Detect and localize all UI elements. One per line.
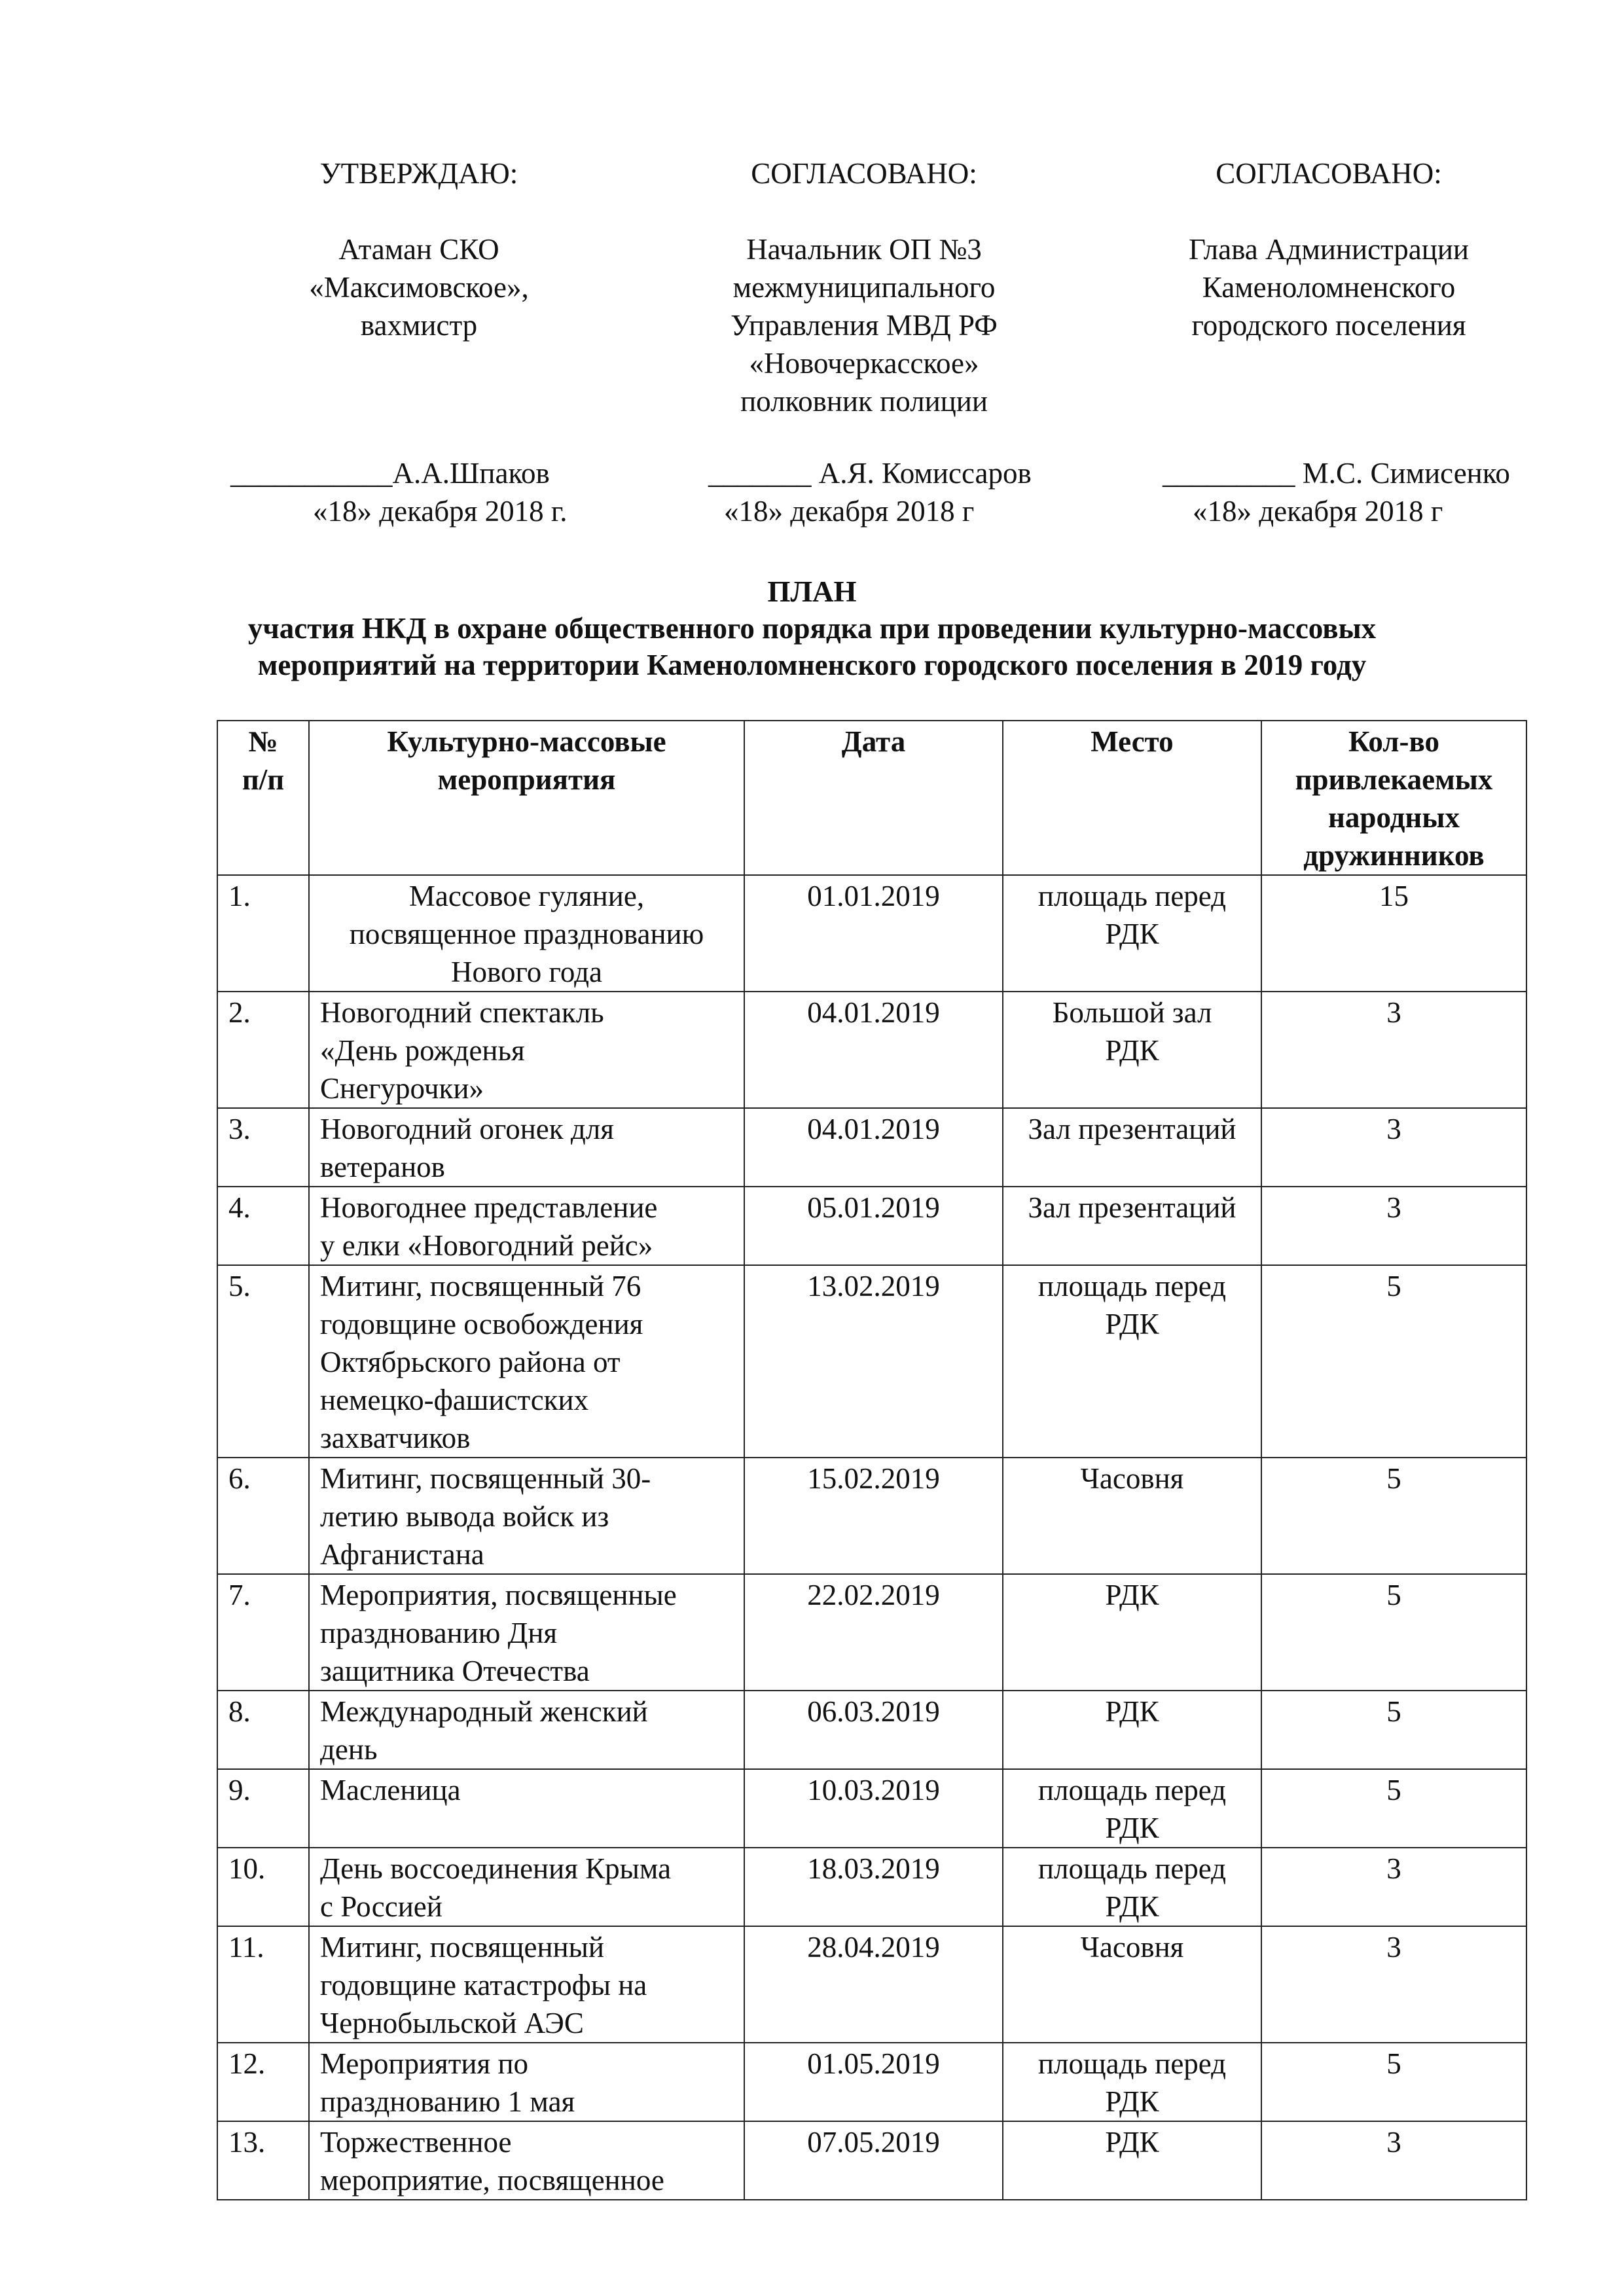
cell-event-line: Новогодний огонек для xyxy=(320,1113,614,1145)
cell-date: 06.03.2019 xyxy=(744,1691,1003,1769)
cell-date: 07.05.2019 xyxy=(744,2121,1003,2200)
agree2-line: городского поселения xyxy=(1191,309,1466,342)
cell-place-line: РДК xyxy=(1105,1579,1159,1611)
cell-count: 3 xyxy=(1261,1187,1526,1265)
agree2-heading: СОГЛАСОВАНО: xyxy=(1216,157,1442,190)
agree1-block xyxy=(694,154,1034,420)
cell-event-line: годовщине катастрофы на xyxy=(320,1969,647,2001)
cell-date: 22.02.2019 xyxy=(744,1574,1003,1691)
cell-num: 10. xyxy=(217,1848,309,1926)
approve-line: вахмистр xyxy=(360,309,478,342)
cell-event-line: ветеранов xyxy=(320,1151,445,1183)
cell-num: 9. xyxy=(217,1769,309,1848)
cell-count: 3 xyxy=(1261,992,1526,1108)
cell-count: 5 xyxy=(1261,1458,1526,1574)
agree1-line: Начальник ОП №3 xyxy=(746,233,982,266)
cell-event-line: Афганистана xyxy=(320,1538,484,1571)
cell-count: 3 xyxy=(1261,1848,1526,1926)
header-count-line: дружинников xyxy=(1303,839,1485,872)
cell-event xyxy=(309,2121,744,2200)
cell-event-line: Чернобыльской АЭС xyxy=(320,2007,584,2039)
approve-line: «Максимовское», xyxy=(309,271,529,304)
cell-event-line: Международный женский xyxy=(320,1695,648,1728)
agree1-line: межмуниципального xyxy=(732,271,996,304)
title-main: ПЛАН xyxy=(767,575,857,608)
header-count-line: привлекаемых xyxy=(1295,763,1493,796)
agree2-block xyxy=(1139,154,1519,344)
cell-event xyxy=(309,1926,744,2043)
agree1-heading: СОГЛАСОВАНО: xyxy=(751,157,977,190)
approve-date: «18» декабря 2018 г. xyxy=(313,495,568,528)
cell-num: 4. xyxy=(217,1187,309,1265)
cell-date: 04.01.2019 xyxy=(744,1108,1003,1187)
table-header-row xyxy=(217,721,1526,875)
cell-event-line: день xyxy=(320,1733,378,1766)
cell-event-line: «День рожденья xyxy=(320,1034,525,1067)
header-date-line: Дата xyxy=(841,725,906,758)
cell-event-line: немецко-фашистских xyxy=(320,1384,589,1416)
cell-event xyxy=(309,1769,744,1848)
cell-count: 3 xyxy=(1261,2121,1526,2200)
document-title xyxy=(0,573,1624,683)
cell-place-line: площадь перед xyxy=(1038,2047,1227,2080)
cell-place-line: РДК xyxy=(1105,2126,1159,2159)
table-row xyxy=(217,1848,1526,1926)
header-date xyxy=(744,721,1003,875)
table-row xyxy=(217,1691,1526,1769)
cell-event-line: Нового года xyxy=(451,956,602,988)
cell-place-line: РДК xyxy=(1105,1308,1159,1340)
cell-event-line: защитника Отечества xyxy=(320,1655,590,1687)
cell-place xyxy=(1003,1574,1261,1691)
cell-place xyxy=(1003,1458,1261,1574)
cell-event-line: Масленица xyxy=(320,1774,461,1806)
cell-num: 2. xyxy=(217,992,309,1108)
cell-date: 28.04.2019 xyxy=(744,1926,1003,2043)
cell-num: 1. xyxy=(217,875,309,992)
table-row xyxy=(217,1187,1526,1265)
cell-num: 6. xyxy=(217,1458,309,1574)
header-num-line: № xyxy=(248,725,278,758)
cell-place-line: РДК xyxy=(1105,1890,1159,1923)
cell-event-line: Массовое гуляние, xyxy=(408,880,645,912)
cell-place-line: РДК xyxy=(1105,1034,1159,1067)
agree2-line: Каменоломненского xyxy=(1202,271,1456,304)
cell-place xyxy=(1003,1926,1261,2043)
cell-event xyxy=(309,1574,744,1691)
table-row xyxy=(217,1769,1526,1848)
cell-place-line: площадь перед xyxy=(1038,1852,1227,1885)
cell-count: 3 xyxy=(1261,1108,1526,1187)
agree1-line: полковник полиции xyxy=(740,385,988,418)
approve-line: Атаман СКО xyxy=(338,233,499,266)
cell-place-line: Часовня xyxy=(1080,1462,1184,1495)
approve-heading: УТВЕРЖДАЮ: xyxy=(319,157,518,190)
cell-place-line: Часовня xyxy=(1080,1931,1184,1964)
cell-place xyxy=(1003,1108,1261,1187)
cell-event xyxy=(309,992,744,1108)
header-count-line: Кол-во xyxy=(1348,725,1440,758)
cell-event xyxy=(309,1187,744,1265)
cell-event-line: мероприятие, посвященное xyxy=(320,2164,664,2197)
cell-event-line: Мероприятия, посвященные xyxy=(320,1579,677,1611)
table-body xyxy=(217,875,1526,2200)
cell-event xyxy=(309,1108,744,1187)
cell-place xyxy=(1003,992,1261,1108)
cell-event xyxy=(309,1458,744,1574)
cell-date: 01.01.2019 xyxy=(744,875,1003,992)
cell-event-line: захватчиков xyxy=(320,1422,471,1454)
cell-num: 13. xyxy=(217,2121,309,2200)
agree1-line: «Новочеркасское» xyxy=(749,347,979,380)
cell-event-line: Новогоднее представление xyxy=(320,1191,658,1224)
cell-event-line: Митинг, посвященный 30- xyxy=(320,1462,651,1495)
cell-event xyxy=(309,2043,744,2121)
cell-place xyxy=(1003,875,1261,992)
cell-place-line: РДК xyxy=(1105,2085,1159,2118)
header-place xyxy=(1003,721,1261,875)
table-row xyxy=(217,1926,1526,2043)
cell-place-line: площадь перед xyxy=(1038,1774,1227,1806)
title-line: участия НКД в охране общественного порядка при проведении культурно-массовых xyxy=(247,612,1377,645)
cell-place-line: РДК xyxy=(1105,1812,1159,1844)
title-line: мероприятий на территории Каменоломненского городского поселения в 2019 году xyxy=(257,649,1367,681)
events-table xyxy=(217,720,1527,2200)
agree2-line: Глава Администрации xyxy=(1189,233,1469,266)
approve-block xyxy=(249,154,589,344)
header-place-line: Место xyxy=(1091,725,1174,758)
header-event-line: Культурно-массовые xyxy=(387,725,666,758)
cell-event-line: у елки «Новогодний рейс» xyxy=(320,1229,653,1262)
cell-count: 5 xyxy=(1261,1265,1526,1458)
cell-count: 5 xyxy=(1261,2043,1526,2121)
cell-event-line: годовщине освобождения xyxy=(320,1308,643,1340)
agree1-line: Управления МВД РФ xyxy=(731,309,998,342)
agree1-date: «18» декабря 2018 г xyxy=(724,495,975,528)
cell-event-line: Митинг, посвященный xyxy=(320,1931,604,1964)
cell-place xyxy=(1003,1265,1261,1458)
header-count-line: народных xyxy=(1328,801,1460,834)
cell-event xyxy=(309,875,744,992)
cell-count: 5 xyxy=(1261,1574,1526,1691)
cell-event-line: празднованию Дня xyxy=(320,1617,558,1649)
table-row xyxy=(217,2121,1526,2200)
cell-num: 5. xyxy=(217,1265,309,1458)
cell-event-line: Мероприятия по xyxy=(320,2047,529,2080)
cell-place xyxy=(1003,1769,1261,1848)
header-event xyxy=(309,721,744,875)
cell-event-line: празднованию 1 мая xyxy=(320,2085,575,2118)
cell-event-line: Новогодний спектакль xyxy=(320,996,604,1029)
table-row xyxy=(217,1458,1526,1574)
cell-num: 12. xyxy=(217,2043,309,2121)
header-count xyxy=(1261,721,1526,875)
header-num xyxy=(217,721,309,875)
cell-date: 04.01.2019 xyxy=(744,992,1003,1108)
cell-count: 5 xyxy=(1261,1691,1526,1769)
cell-event-line: посвященное празднованию xyxy=(349,918,704,950)
table-row xyxy=(217,1265,1526,1458)
cell-count: 15 xyxy=(1261,875,1526,992)
approve-signature: ___________А.А.Шпаков xyxy=(230,457,550,490)
cell-place-line: Зал презентаций xyxy=(1028,1113,1236,1145)
cell-place xyxy=(1003,2121,1261,2200)
cell-date: 18.03.2019 xyxy=(744,1848,1003,1926)
table-row xyxy=(217,2043,1526,2121)
cell-event-line: летию вывода войск из xyxy=(320,1500,609,1533)
cell-num: 7. xyxy=(217,1574,309,1691)
cell-place xyxy=(1003,2043,1261,2121)
table-row xyxy=(217,992,1526,1108)
cell-place-line: площадь перед xyxy=(1038,1270,1227,1302)
cell-num: 8. xyxy=(217,1691,309,1769)
agree2-signature: _________ М.С. Симисенко xyxy=(1163,457,1510,490)
cell-event-line: Снегурочки» xyxy=(320,1072,484,1105)
table-row xyxy=(217,1108,1526,1187)
cell-event xyxy=(309,1691,744,1769)
cell-place-line: РДК xyxy=(1105,918,1159,950)
cell-place-line: площадь перед xyxy=(1038,880,1227,912)
cell-place xyxy=(1003,1848,1261,1926)
header-num-line: п/п xyxy=(242,763,285,796)
cell-event-line: Октябрьского района от xyxy=(320,1346,621,1378)
cell-event-line: с Россией xyxy=(320,1890,442,1923)
agree1-signature: _______ А.Я. Комиссаров xyxy=(708,457,1032,490)
cell-event xyxy=(309,1265,744,1458)
cell-date: 10.03.2019 xyxy=(744,1769,1003,1848)
cell-place xyxy=(1003,1187,1261,1265)
cell-place-line: Большой зал xyxy=(1052,996,1212,1029)
table-row xyxy=(217,1574,1526,1691)
cell-event-line: Торжественное xyxy=(320,2126,512,2159)
cell-count: 5 xyxy=(1261,1769,1526,1848)
cell-place-line: РДК xyxy=(1105,1695,1159,1728)
table-row xyxy=(217,875,1526,992)
cell-event-line: День воссоединения Крыма xyxy=(320,1852,672,1885)
cell-date: 01.05.2019 xyxy=(744,2043,1003,2121)
cell-date: 15.02.2019 xyxy=(744,1458,1003,1574)
cell-event xyxy=(309,1848,744,1926)
cell-place-line: Зал презентаций xyxy=(1028,1191,1236,1224)
cell-date: 05.01.2019 xyxy=(744,1187,1003,1265)
cell-date: 13.02.2019 xyxy=(744,1265,1003,1458)
cell-count: 3 xyxy=(1261,1926,1526,2043)
agree2-date: «18» декабря 2018 г xyxy=(1193,495,1443,528)
cell-num: 11. xyxy=(217,1926,309,2043)
cell-event-line: Митинг, посвященный 76 xyxy=(320,1270,641,1302)
cell-num: 3. xyxy=(217,1108,309,1187)
header-event-line: мероприятия xyxy=(437,763,616,796)
cell-place xyxy=(1003,1691,1261,1769)
